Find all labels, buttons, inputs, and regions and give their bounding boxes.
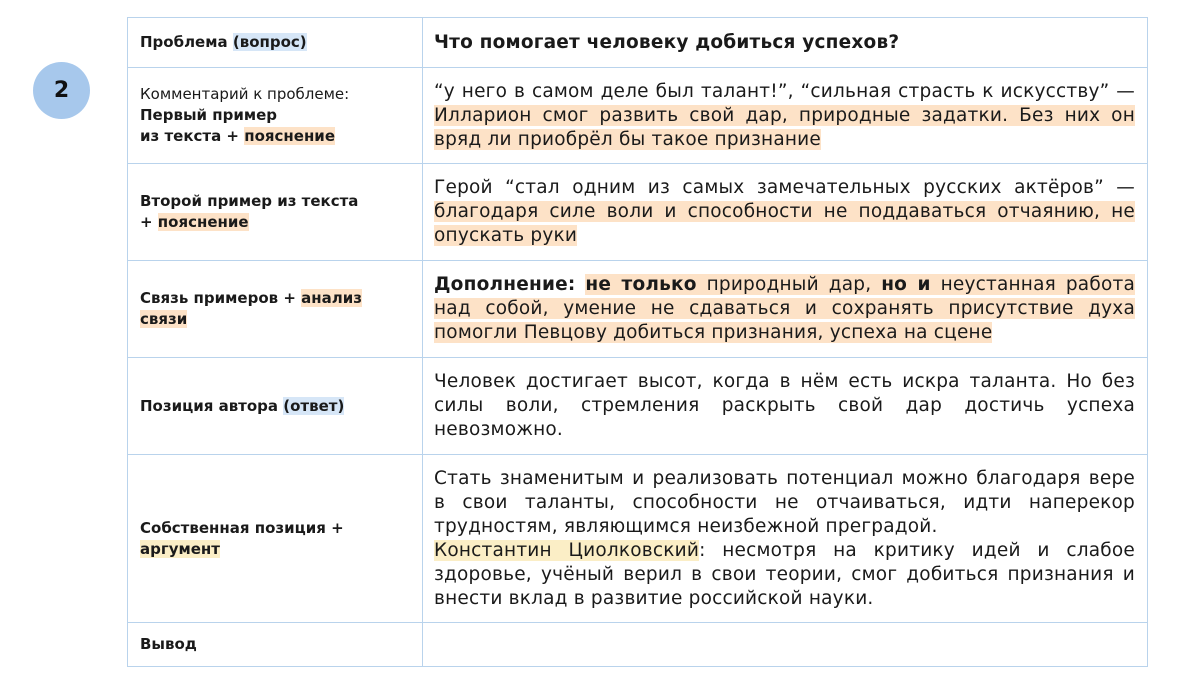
table-row (128, 261, 1148, 358)
row-label-second-example (128, 164, 423, 261)
label-highlight: анализ связи (140, 289, 362, 328)
row-label-connection (128, 261, 423, 358)
table-row (128, 18, 1148, 68)
row-label-first-example (128, 68, 423, 164)
label-highlight: пояснение (244, 127, 335, 145)
row-content-second-example (423, 164, 1148, 261)
row-label-conclusion (128, 623, 423, 667)
connector-text: не только (585, 274, 697, 295)
label-text: Собственная позиция + (140, 518, 344, 537)
essay-plan-table (127, 17, 1148, 667)
row-content-conclusion[interactable] (423, 623, 1148, 667)
argument-name-highlight: Константин Циолковский (434, 539, 700, 561)
content-text: Стать знаменитым и реализовать потенциал можно благодаря вере в свои таланты, способности не отчаиваться, идти наперекор трудностям, являющимся неизбежной преградой. (434, 467, 1135, 537)
label-text: Вывод (140, 635, 197, 653)
table-row (128, 68, 1148, 164)
explanation-highlight: благодаря силе воли и способности не поддаваться отчаянию, не опускать руки (434, 201, 1135, 246)
table-row (128, 623, 1148, 667)
content-text: природный дар, (696, 274, 882, 295)
row-content-first-example (423, 68, 1148, 164)
row-content-problem (423, 18, 1148, 68)
quote-text: “у него в самом деле был талант!”, “сильная страсть к искусству” — (434, 80, 1135, 102)
step-number-badge: 2 (33, 62, 90, 119)
addition-label: Дополнение: (434, 274, 576, 295)
row-content-own-position (423, 455, 1148, 623)
content-text: неустанная работа над собой, умение не сдаваться и сохранять присутствие духа помогли Певцову добиться признания, успеха на сцене (434, 274, 1135, 343)
problem-question: Что помогает человеку добиться успехов? (434, 31, 900, 53)
row-content-connection (423, 261, 1148, 358)
label-text: Проблема (140, 33, 233, 51)
quote-text: Герой “стал одним из самых замечательных русских актёров” — (434, 177, 1135, 198)
row-label-own-position (128, 455, 423, 623)
table-row (128, 164, 1148, 261)
label-highlight: аргумент (140, 539, 220, 558)
label-highlight: (вопрос) (232, 33, 307, 51)
content-text: Человек достигает высот, когда в нём есть искра таланта. Но без силы воли, стремления раскрыть свой дар достичь успеха невозможно. (434, 371, 1135, 440)
label-text: Связь примеров + (140, 289, 302, 307)
label-text: + (140, 213, 158, 231)
content-text: : несмотря на критику идей и слабое здоровье, учёный верил в свои теории, смог добиться признания и внести вклад в развитие российской науки. (434, 539, 1136, 609)
label-text: из текста + (140, 127, 245, 145)
table-row (128, 358, 1148, 455)
row-content-author-position (423, 358, 1148, 455)
label-text: Второй пример из текста (140, 192, 359, 210)
label-comment: Комментарий к проблеме: (140, 85, 350, 103)
label-text: Позиция автора (140, 396, 284, 415)
explanation-highlight: Илларион смог развить свой дар, природные задатки. Без них он вряд ли приобрёл бы такое признание (434, 104, 1135, 150)
label-highlight: пояснение (157, 213, 249, 231)
label-text: Первый пример (140, 106, 278, 124)
table-row (128, 455, 1148, 623)
row-label-author-position (128, 358, 423, 455)
label-highlight: (ответ) (283, 396, 345, 415)
connector-text: но и (881, 274, 931, 295)
row-label-problem (128, 18, 423, 68)
